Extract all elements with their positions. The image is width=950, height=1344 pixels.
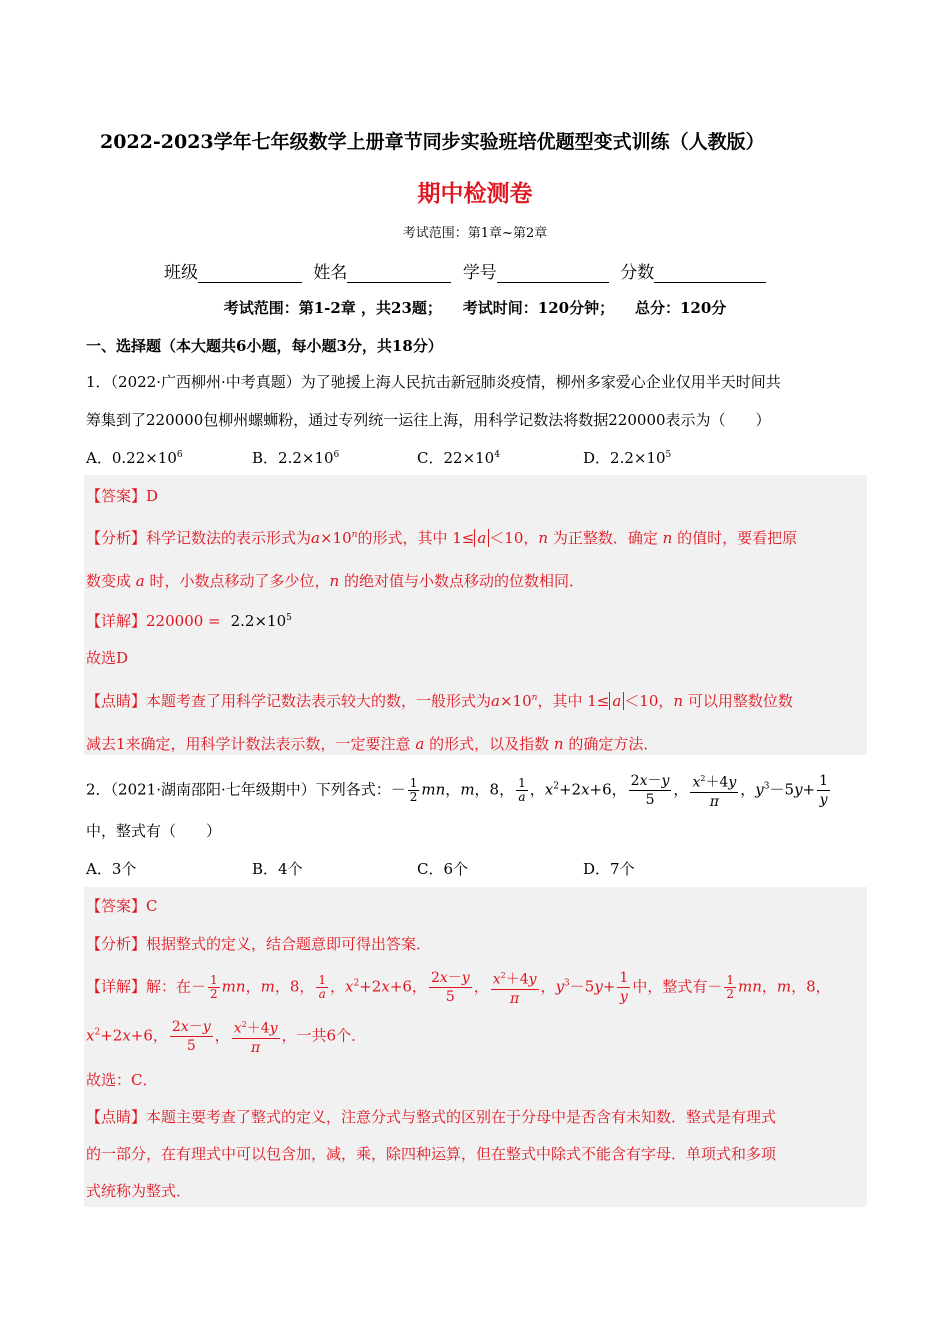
q2-option-b: B．4个 [252, 860, 303, 878]
doc-subtitle: 期中检测卷 [417, 180, 533, 207]
student-fields [164, 258, 766, 283]
exam-info: 考试范围：第1-2章 ，共23题； 考试时间：120分钟； 总分：120分 [223, 299, 727, 317]
q2-option-d: D．7个 [583, 860, 635, 878]
q1-conclusion: 故选D [86, 649, 129, 667]
q1-line1: 1．（2022·广西柳州·中考真题）为了驰援上海人民抗击新冠肺炎疫情，柳州多家爱心企业仅用半天时间共 [86, 373, 781, 391]
q1-comment-line2: 减去1来确定，用科学计数法表示数，一定要注意 a 的形式，以及指数 n 的确定方法． [86, 735, 659, 753]
q2-detail-line1: 【详解】解：在－ $\frac{1}{2}$ mn，m，8， $\frac{1}{a}$ ，$x^2+2x+6$， $\frac{2x-y}{5}$ ， $\frac{x^2+4y}{\pi}$ ，$y^3-5y+$ $\frac{1}{y}$ 中，整式有－ $\frac{1}{2}$ mn，m，8， [86, 967, 831, 1008]
q1-line2: 筹集到了220000包柳州螺蛳粉，通过专列统一运往上海，用科学记数法将数据220000表示为（ ） [86, 411, 771, 429]
q2-comment-line3: 式统称为整式． [86, 1182, 192, 1200]
label-answer: 【答案】 [86, 487, 147, 505]
q2-option-a: A．3个 [86, 860, 137, 878]
q1-detail: 【详解】$220000 = 2.2\times 10^5$ [86, 612, 292, 630]
field-name-blank[interactable] [347, 264, 451, 283]
field-id-label: 学号 [462, 263, 497, 283]
q1-analysis-line1: 【分析】科学记数法的表示形式为$a\times 10^n$的形式，其中 1≤ a ＜10，n 为正整数．确定 n 的值时，要看把原 [86, 529, 798, 547]
q2-stem-end: 中，整式有（ ） [86, 822, 222, 840]
field-id-blank[interactable] [497, 264, 609, 283]
q1-analysis-line2: 数变成 a 时，小数点移动了多少位，n 的绝对值与小数点移动的位数相同． [86, 572, 585, 590]
q2-option-c: C．6个 [417, 860, 469, 878]
scope-small: 考试范围：第1章~第2章 [402, 226, 548, 241]
q1-option-b: B．$2.2\times 10^6$ [252, 449, 340, 467]
q1-answer: 【答案】D [86, 487, 159, 505]
field-class-label: 班级 [164, 263, 198, 283]
field-score-blank[interactable] [654, 264, 766, 283]
q1-option-c: C．$22\times 10^4$ [417, 449, 500, 467]
q2-comment-line1: 【点睛】本题主要考查了整式的定义，注意分式与整式的区别在于分母中是否含有未知数．整式是有理式 [86, 1108, 777, 1126]
q2-stem: 2．（2021·湖南邵阳·七年级期中）下列各式：－ $\frac{1}{2}$ mn，m，8， $\frac{1}{a}$ ，$x^2+2x+6$， $\frac{2x-y}{5}$ ， $\frac{x^2+4y}{\pi}$ ，$y^3-5y+$ $\frac{1}{y}$ [86, 770, 832, 811]
q2-analysis: 【分析】根据整式的定义，结合题意即可得出答案． [86, 935, 432, 953]
q2-detail-line2: $x^2+2x+6$， $\frac{2x-y}{5}$ ， $\frac{x^2+4y}{\pi}$ ，一共6个． [86, 1016, 366, 1057]
field-score-label: 分数 [620, 263, 655, 283]
q1-comment-line1: 【点睛】本题考查了用科学记数法表示较大的数，一般形式为$a\times 10^n$，其中 1≤ a ＜10，n 可以用整数位数 [86, 692, 793, 710]
field-class-blank[interactable] [198, 264, 302, 283]
q2-comment-line2: 的一部分，在有理式中可以包含加，减，乘，除四种运算，但在整式中除式不能含有字母．单项式和多项 [86, 1145, 777, 1163]
q1-option-d: D．$2.2\times 10^5$ [583, 449, 672, 467]
q2-conclusion: 故选：C． [86, 1071, 158, 1089]
field-name-label: 姓名 [313, 263, 348, 283]
doc-title: 2022-2023学年七年级数学上册章节同步实验班培优题型变式训练（人教版） [100, 131, 765, 153]
q1-option-a: A．$0.22\times 10^6$ [86, 449, 183, 467]
q2-answer: 【答案】C [86, 897, 158, 915]
section-heading: 一、选择题（本大题共6小题，每小题3分，共18分） [86, 337, 443, 355]
